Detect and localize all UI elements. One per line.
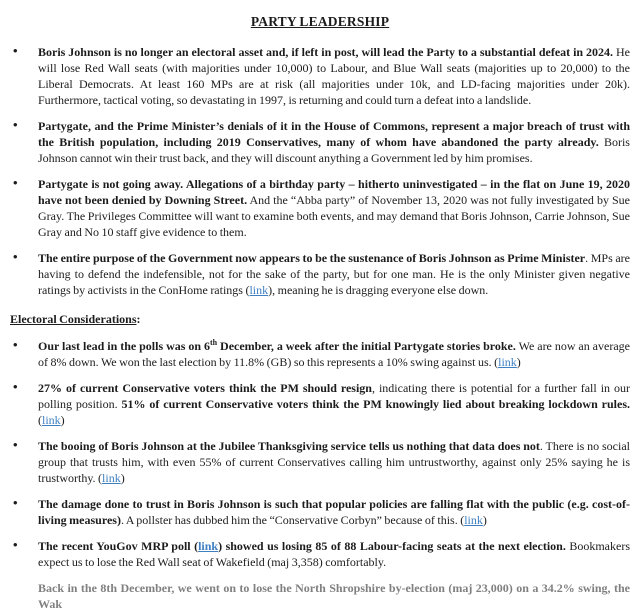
- inline-link[interactable]: link: [498, 355, 517, 369]
- text-run: Partygate, and the Prime Minister’s denials of it in the House of Commons, represent a major breach of trust with the British population, including 2019 Conservatives, many of whom have abandoned the party already.: [38, 119, 630, 149]
- bullet-icon: •: [13, 117, 18, 132]
- text-run: December, a week after the initial Partygate stories broke.: [217, 339, 516, 353]
- bullet-icon: •: [13, 249, 18, 264]
- text-run: The booing of Boris Johnson at the Jubilee Thanksgiving service tells us nothing that data does not: [38, 439, 540, 453]
- bullet-item-7: [10, 438, 630, 486]
- bullet-icon: •: [13, 175, 18, 190]
- inline-link[interactable]: link: [198, 539, 219, 553]
- text-run: Back in the 8th December, we went on to lose the North Shropshire by-election (maj 23,000) on a 34.2% swing, the Wak: [38, 581, 630, 611]
- text-run: . MPs are having to defend the indefensible, not for the sake of the party, but for one man. He is the only Minister given negative ratings by activists in the ConHome ratings (: [38, 251, 630, 297]
- inline-link[interactable]: link: [42, 413, 61, 427]
- clipped-partial-line: [10, 580, 630, 611]
- text-run: The damage done to trust in Boris Johnson is such that popular policies are falling flat with the public (e.g. cost-of-living measures): [38, 497, 630, 527]
- text-run: The recent YouGov MRP poll (: [38, 539, 199, 553]
- bullet-item-2: [10, 118, 630, 166]
- document-title: PARTY LEADERSHIP: [250, 14, 390, 29]
- bullet-icon: •: [13, 495, 18, 510]
- bullet-icon: •: [13, 437, 18, 452]
- text-run: ): [60, 413, 65, 427]
- text-run: ): [482, 513, 487, 527]
- bullet-item-6: [10, 380, 630, 428]
- text-run: The entire purpose of the Government now appears to be the sustenance of Boris Johnson as Prime Minister: [38, 251, 586, 265]
- text-run: ), meaning he is dragging everyone else down.: [268, 283, 489, 297]
- section-heading-text: Electoral Considerations: [10, 312, 137, 326]
- bullet-item-4: [10, 250, 630, 298]
- bullet-item-8: [10, 496, 630, 528]
- text-run: ): [120, 471, 125, 485]
- bullet-icon: •: [13, 337, 18, 352]
- text-run: Boris Johnson is no longer an electoral asset and, if left in post, will lead the Party to a substantial defeat in 2024.: [38, 45, 614, 59]
- inline-link[interactable]: link: [102, 471, 121, 485]
- bullet-item-1: [10, 44, 630, 108]
- text-run: . A pollster has dubbed him the “Conservative Corbyn” because of this. (: [120, 513, 465, 527]
- bullet-item-3: [10, 176, 630, 240]
- text-run: ): [516, 355, 521, 369]
- text-run: ) showed us losing 85 of 88 Labour-facing seats at the next election.: [218, 539, 566, 553]
- text-run: And the “Abba party” of November 13, 2020 was not fully investigated by Sue Gray. The Privileges Committee will want to examine both events, and may demand that Boris Johnson, Carrie Johnson, Sue Gray and No 10 staff give evidence to them.: [38, 193, 630, 239]
- text-run: 27% of current Conservative voters think the PM should resign: [38, 381, 372, 395]
- ordinal-superscript: th: [209, 338, 218, 347]
- text-run: Partygate is not going away. Allegations of a birthday party – hitherto uninvestigated – in the flat on June 19, 2020 have not been denied by Downing Street.: [38, 177, 630, 207]
- bullet-icon: •: [13, 43, 18, 58]
- section-heading: [10, 311, 630, 327]
- section-heading-colon: :: [136, 312, 141, 326]
- bullet-item-9: [10, 538, 630, 570]
- text-run: 51% of current Conservative voters think the PM knowingly lied about breaking lockdown rules.: [121, 397, 630, 411]
- inline-link[interactable]: link: [464, 513, 483, 527]
- section-1-bullet-list: [10, 44, 630, 298]
- text-run: , indicating there is potential for a further fall in our polling position.: [38, 381, 631, 411]
- bullet-icon: •: [13, 537, 18, 552]
- bullet-item-5: [10, 338, 630, 370]
- text-run: He will lose Red Wall seats (with majorities under 10,000) to Labour, and Blue Wall seats (majorities up to 20,000) to the Liberal Democrats. At least 160 MPs are at risk (all majorities under 10k, and LD-facing majorities under 20k). Furthermore, tactical voting, so devastating in 1997, is returning and could turn a defeat into a landslide.: [38, 45, 630, 107]
- inline-link[interactable]: link: [249, 283, 269, 297]
- text-run: (: [38, 413, 42, 427]
- text-run: Bookmakers expect us to lose the Red Wall seat of Wakefield (maj 3,358) comfortably.: [38, 539, 630, 569]
- text-run: We are now an average of 8% down. We won the last election by 11.8% (GB) so this represents a 10% swing against us. (: [38, 339, 630, 369]
- bullet-icon: •: [13, 379, 18, 394]
- section-2-bullet-list: [10, 338, 630, 570]
- text-run: Boris Johnson cannot win their trust back, and they will discount anything a Government led by him promises.: [38, 135, 630, 165]
- text-run: Our last lead in the polls was on 6: [38, 339, 210, 353]
- text-run: . There is no social group that trusts him, with even 55% of current Conservatives calling him untrustworthy, against only 25% saying he is trustworthy. (: [38, 439, 630, 485]
